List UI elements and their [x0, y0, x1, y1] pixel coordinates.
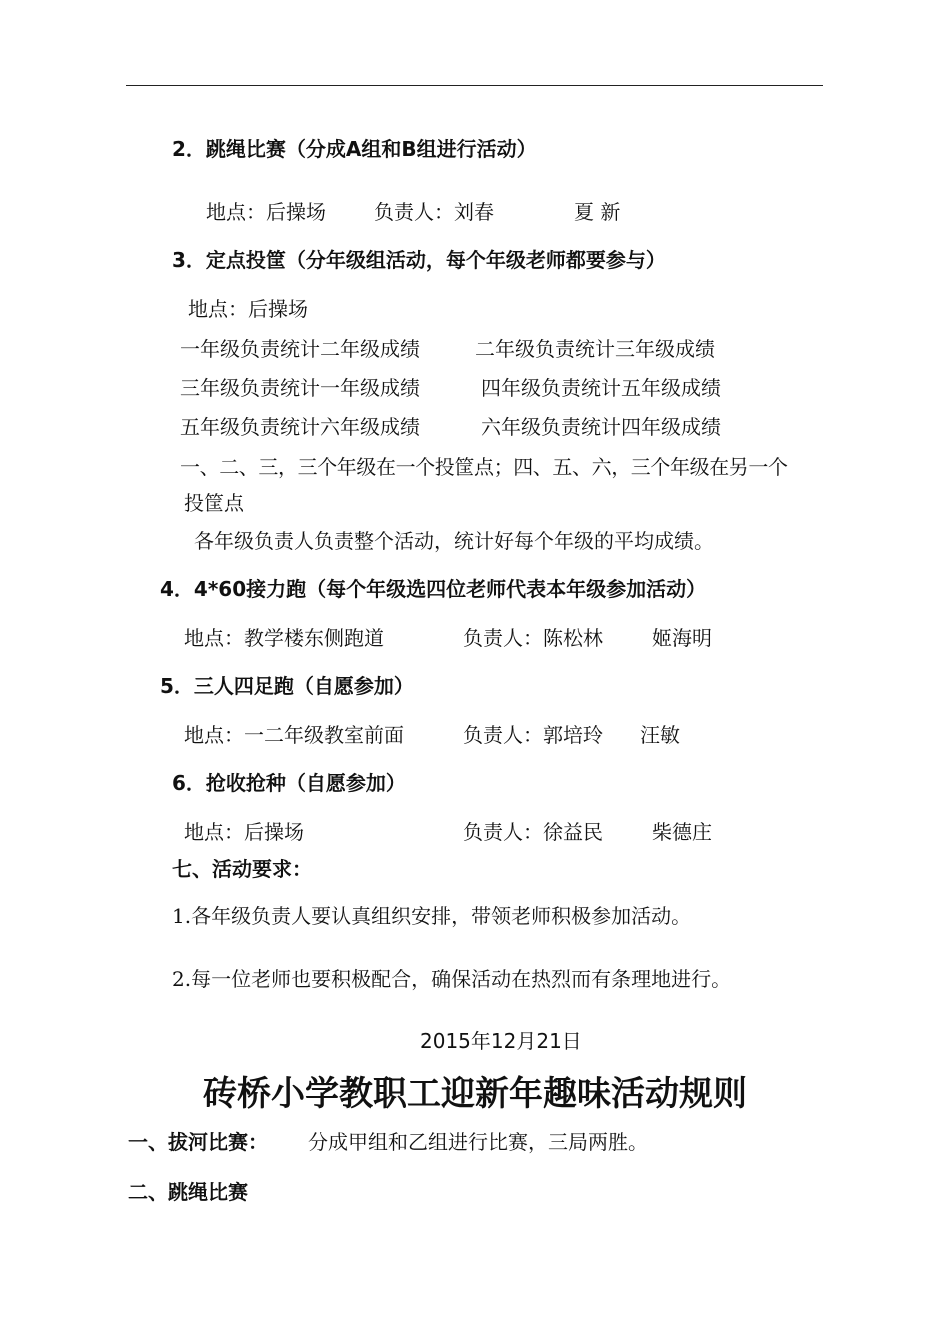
- section-3-row-3a: 五年级负责统计六年级成绩: [180, 415, 420, 439]
- section-6-responsible-2: 柴德庄: [652, 820, 712, 844]
- section-3-row-1b: 二年级负责统计三年级成绩: [475, 337, 715, 361]
- section-4-responsible: 负责人：陈松林: [463, 626, 603, 650]
- section-3-row-3b: 六年级负责统计四年级成绩: [481, 415, 721, 439]
- section-7-title: 七、活动要求：: [172, 857, 312, 881]
- rule-2-label: 二、跳绳比赛: [128, 1180, 248, 1204]
- section-2-responsible: 负责人：刘春: [374, 200, 494, 224]
- section-4-location: 地点：教学楼东侧跑道: [184, 626, 384, 650]
- section-2-title: 2．跳绳比赛（分成A组和B组进行活动）: [172, 137, 537, 161]
- section-3-location: 地点：后操场: [188, 297, 308, 321]
- section-6-title: 6．抢收抢种（自愿参加）: [172, 771, 406, 795]
- header-rule: [126, 85, 823, 86]
- section-4-title: 4．4*60接力跑（每个年级选四位老师代表本年级参加活动）: [160, 577, 707, 601]
- document-date: 2015年12月21日: [420, 1029, 582, 1053]
- section-6-location: 地点：后操场: [184, 820, 304, 844]
- section-3-group-line-1: 一、二、三，三个年级在一个投筐点；四、五、六，三个年级在另一个: [180, 455, 788, 479]
- section-6-responsible: 负责人：徐益民: [463, 820, 603, 844]
- section-3-note: 各年级负责人负责整个活动，统计好每个年级的平均成绩。: [194, 529, 714, 553]
- section-3-group-line-2: 投筐点: [184, 491, 244, 515]
- requirement-2: 2.每一位老师也要积极配合，确保活动在热烈而有条理地进行。: [172, 967, 732, 991]
- rule-1-label: 一、拔河比赛：: [128, 1130, 268, 1154]
- section-5-title: 5．三人四足跑（自愿参加）: [160, 674, 414, 698]
- section-3-row-2a: 三年级负责统计一年级成绩: [180, 376, 420, 400]
- section-2-responsible-2: 夏 新: [574, 200, 621, 224]
- section-5-responsible: 负责人：郭培玲: [463, 723, 603, 747]
- section-3-row-1a: 一年级负责统计二年级成绩: [180, 337, 420, 361]
- section-2-location: 地点：后操场: [206, 200, 326, 224]
- section-3-row-2b: 四年级负责统计五年级成绩: [481, 376, 721, 400]
- rules-title: 砖桥小学教职工迎新年趣味活动规则: [203, 1074, 747, 1114]
- section-5-responsible-2: 汪敏: [640, 723, 680, 747]
- section-5-location: 地点：一二年级教室前面: [184, 723, 404, 747]
- rule-1-text: 分成甲组和乙组进行比赛，三局两胜。: [308, 1130, 648, 1154]
- section-4-responsible-2: 姬海明: [652, 626, 712, 650]
- section-3-title: 3．定点投筐（分年级组活动，每个年级老师都要参与）: [172, 248, 666, 272]
- requirement-1: 1.各年级负责人要认真组织安排，带领老师积极参加活动。: [172, 904, 692, 928]
